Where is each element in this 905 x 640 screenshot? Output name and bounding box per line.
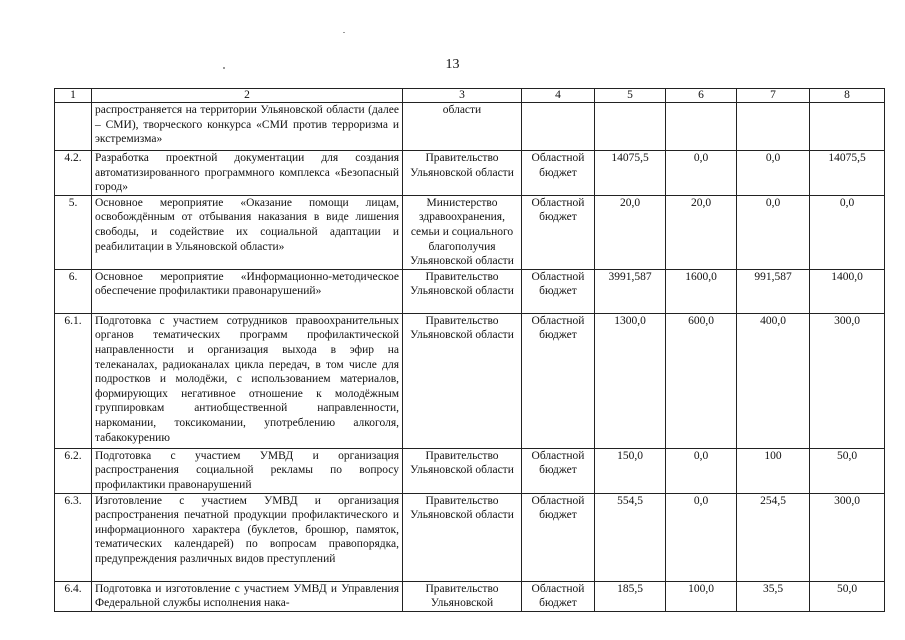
column-header: 8 — [810, 89, 885, 103]
column-header: 2 — [92, 89, 403, 103]
table-row — [55, 103, 885, 151]
activity-description: Основное мероприятие «Оказание помощи лицам, освобождённым от отбывания наказания в виде лишения свободы, и содействие их социальной адаптации и реабилитации в Ульяновской области» — [92, 195, 403, 269]
responsible-executor: Правительство Ульяновской области — [403, 493, 522, 581]
table-row — [55, 195, 885, 269]
amount-year-1: 100,0 — [666, 581, 737, 611]
amount-year-2: 400,0 — [737, 313, 810, 448]
responsible-executor: области — [403, 103, 522, 151]
amount-year-1: 20,0 — [666, 195, 737, 269]
amount-year-1: 1600,0 — [666, 269, 737, 313]
column-header: 7 — [737, 89, 810, 103]
column-header: 5 — [595, 89, 666, 103]
amount-year-1 — [666, 103, 737, 151]
amount-total: 185,5 — [595, 581, 666, 611]
activity-description: Подготовка с участием сотрудников правоохранительных органов тематических программ профилактической направленности и организация выхода в эфир на телеканалах, радиоканалах цикла передач, в том числе для подростков и молодёжи, с использованием материалов, формирующих негативное отношение к молодёжным группировкам антиобщественной направленности, наркомании, токсикомании, употреблению алкоголя, табакокурению — [92, 313, 403, 448]
amount-year-3: 14075,5 — [810, 151, 885, 196]
table-row — [55, 151, 885, 196]
table-row — [55, 581, 885, 611]
responsible-executor: Правительство Ульяновской — [403, 581, 522, 611]
row-number: 5. — [55, 195, 92, 269]
amount-year-3: 50,0 — [810, 581, 885, 611]
amount-year-1: 0,0 — [666, 448, 737, 493]
amount-total: 20,0 — [595, 195, 666, 269]
amount-total: 150,0 — [595, 448, 666, 493]
amount-total: 3991,587 — [595, 269, 666, 313]
funding-source: Областной бюджет — [522, 195, 595, 269]
row-number: 6.2. — [55, 448, 92, 493]
activity-description: Разработка проектной документации для создания автоматизированного программного комплекса «Безопасный город» — [92, 151, 403, 196]
scan-speck — [343, 32, 345, 33]
column-header: 3 — [403, 89, 522, 103]
row-number: 6.4. — [55, 581, 92, 611]
table-row — [55, 313, 885, 448]
table-header-row — [55, 89, 885, 103]
table-row — [55, 493, 885, 581]
row-number: 4.2. — [55, 151, 92, 196]
table-row — [55, 269, 885, 313]
funding-source: Областной бюджет — [522, 493, 595, 581]
row-number — [55, 103, 92, 151]
funding-source: Областной бюджет — [522, 581, 595, 611]
row-number: 6. — [55, 269, 92, 313]
activity-description: Изготовление с участием УМВД и организация распространения печатной продукции профилактического и информационного характера (буклетов, брошюр, памяток, тематических календарей) по вопросам правопорядка, предупреждения различных видов преступлений — [92, 493, 403, 581]
responsible-executor: Правительство Ульяновской области — [403, 313, 522, 448]
amount-year-2: 0,0 — [737, 151, 810, 196]
amount-year-1: 600,0 — [666, 313, 737, 448]
amount-year-2: 0,0 — [737, 195, 810, 269]
funding-source: Областной бюджет — [522, 269, 595, 313]
column-header: 1 — [55, 89, 92, 103]
amount-total: 554,5 — [595, 493, 666, 581]
amount-total — [595, 103, 666, 151]
amount-year-2: 991,587 — [737, 269, 810, 313]
amount-year-3 — [810, 103, 885, 151]
funding-source — [522, 103, 595, 151]
responsible-executor: Правительство Ульяновской области — [403, 269, 522, 313]
column-header: 4 — [522, 89, 595, 103]
activity-description: Подготовка с участием УМВД и организация распространения социальной рекламы по вопросу профилактики правонарушений — [92, 448, 403, 493]
column-header: 6 — [666, 89, 737, 103]
row-number: 6.1. — [55, 313, 92, 448]
responsible-executor: Министерство здравоохранения, семьи и социального благополучия Ульяновской области — [403, 195, 522, 269]
scan-speck — [223, 67, 225, 69]
page-number: 13 — [445, 57, 460, 72]
funding-source: Областной бюджет — [522, 313, 595, 448]
amount-year-2 — [737, 103, 810, 151]
amount-year-2: 254,5 — [737, 493, 810, 581]
amount-year-3: 50,0 — [810, 448, 885, 493]
responsible-executor: Правительство Ульяновской области — [403, 448, 522, 493]
funding-source: Областной бюджет — [522, 448, 595, 493]
amount-total: 1300,0 — [595, 313, 666, 448]
row-number: 6.3. — [55, 493, 92, 581]
activity-description: распространяется на территории Ульяновской области (далее – СМИ), творческого конкурса «СМИ против терроризма и экстремизма» — [92, 103, 403, 151]
amount-year-1: 0,0 — [666, 151, 737, 196]
amount-year-3: 0,0 — [810, 195, 885, 269]
table-row — [55, 448, 885, 493]
program-activities-table — [54, 88, 885, 612]
responsible-executor: Правительство Ульяновской области — [403, 151, 522, 196]
activity-description: Основное мероприятие «Информационно-методическое обеспечение профилактики правонарушений» — [92, 269, 403, 313]
amount-year-2: 100 — [737, 448, 810, 493]
activity-description: Подготовка и изготовление с участием УМВД и Управления Федеральной службы исполнения нака- — [92, 581, 403, 611]
amount-year-3: 1400,0 — [810, 269, 885, 313]
amount-year-2: 35,5 — [737, 581, 810, 611]
amount-year-3: 300,0 — [810, 313, 885, 448]
amount-total: 14075,5 — [595, 151, 666, 196]
amount-year-1: 0,0 — [666, 493, 737, 581]
amount-year-3: 300,0 — [810, 493, 885, 581]
funding-source: Областной бюджет — [522, 151, 595, 196]
